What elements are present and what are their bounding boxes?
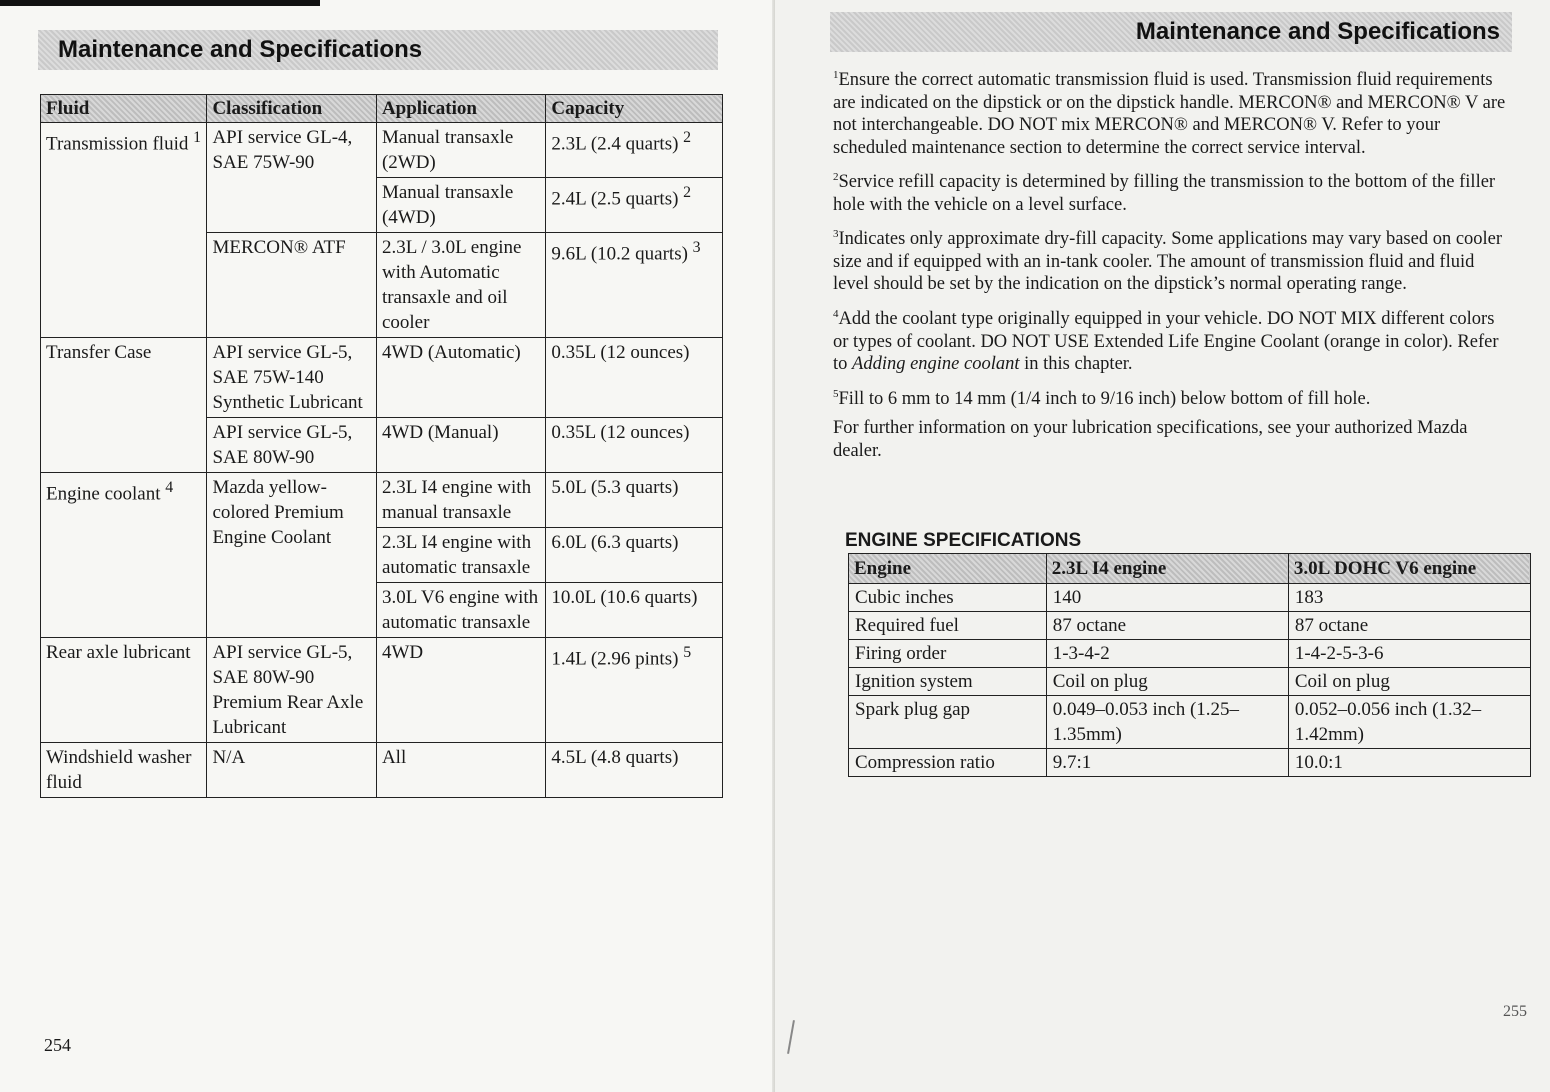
capacity-cell: 2.3L (2.4 quarts) $^2$ xyxy=(546,123,723,178)
table-header-row xyxy=(849,554,1531,584)
header-fluid: Fluid xyxy=(41,95,207,123)
spec-value: 87 octane xyxy=(1046,612,1288,640)
application-cell: 4WD xyxy=(376,638,545,743)
left-page-title: Maintenance and Specifications xyxy=(58,36,423,63)
capacity-cell: 9.6L (10.2 quarts) $^3$ xyxy=(546,233,723,338)
spec-label: Compression ratio xyxy=(849,749,1047,777)
spec-value: 10.0:1 xyxy=(1288,749,1530,777)
spec-value: 0.052–0.056 inch (1.32–1.42mm) xyxy=(1288,696,1530,749)
fluid-cell: Transmission fluid $^1$ xyxy=(41,123,207,338)
further-info-note: For further information on your lubrication specifications, see your authorized Mazda dealer. xyxy=(833,418,1468,461)
header-i4: 2.3L I4 engine xyxy=(1046,554,1288,584)
spec-label: Cubic inches xyxy=(849,584,1047,612)
spec-value: 183 xyxy=(1288,584,1530,612)
left-page-header xyxy=(38,30,718,70)
application-cell: All xyxy=(376,743,545,798)
classification-cell: API service GL-4, SAE 75W-90 xyxy=(207,123,376,233)
engine-specs-heading: ENGINE SPECIFICATIONS xyxy=(845,530,1082,551)
classification-cell: N/A xyxy=(207,743,376,798)
page-number: 254 xyxy=(44,1035,71,1055)
capacity-cell: 2.4L (2.5 quarts) $^2$ xyxy=(546,178,723,233)
classification-cell: API service GL-5, SAE 75W-140 Synthetic Lubricant xyxy=(207,338,376,418)
table-header-row xyxy=(41,95,723,123)
table-row xyxy=(41,123,723,178)
fluid-capacities-table xyxy=(40,94,723,798)
table-row xyxy=(849,584,1531,612)
table-row xyxy=(849,668,1531,696)
spec-label: Required fuel xyxy=(849,612,1047,640)
spec-label: Ignition system xyxy=(849,668,1047,696)
table-row xyxy=(849,640,1531,668)
footnote: $^1$Ensure the correct automatic transmission fluid is used. Transmission fluid requirements are indicated on the dipstick or on the dipstick handle. MERCON® and MERCON® V are not interchangeable. DO NOT mix MERCON® and MERCON® V. Refer to your scheduled maintenance section to determine the correct service interval. xyxy=(833,69,1506,158)
right-page xyxy=(775,0,1550,1092)
table-row xyxy=(41,638,723,743)
spec-label: Spark plug gap xyxy=(849,696,1047,749)
header-capacity: Capacity xyxy=(546,95,723,123)
header-engine: Engine xyxy=(849,554,1047,584)
footnotes xyxy=(833,64,1508,469)
application-cell: Manual transaxle (4WD) xyxy=(376,178,545,233)
spec-value: 140 xyxy=(1046,584,1288,612)
spec-value: Coil on plug xyxy=(1046,668,1288,696)
table-row xyxy=(849,749,1531,777)
table-row xyxy=(849,696,1531,749)
capacity-cell: 0.35L (12 ounces) xyxy=(546,338,723,418)
application-cell: Manual transaxle (2WD) xyxy=(376,123,545,178)
page-number: 255 xyxy=(1503,1003,1527,1020)
fluid-cell: Transfer Case xyxy=(41,338,207,473)
spec-value: 87 octane xyxy=(1288,612,1530,640)
capacity-cell: 10.0L (10.6 quarts) xyxy=(546,583,723,638)
footnote: $^3$Indicates only approximate dry-fill capacity. Some applications may vary based on cooler size and if equipped with an in-tank cooler. The amount of transmission fluid and fluid level should be set by the indication on the dipstick’s normal operating range. xyxy=(833,228,1503,295)
application-cell: 3.0L V6 engine with automatic transaxle xyxy=(376,583,545,638)
fluid-cell: Windshield washer fluid xyxy=(41,743,207,798)
capacity-cell: 5.0L (5.3 quarts) xyxy=(546,473,723,528)
table-row xyxy=(41,743,723,798)
header-v6: 3.0L DOHC V6 engine xyxy=(1288,554,1530,584)
spec-value: 1-4-2-5-3-6 xyxy=(1288,640,1530,668)
spec-value: 1-3-4-2 xyxy=(1046,640,1288,668)
capacity-cell: 4.5L (4.8 quarts) xyxy=(546,743,723,798)
table-row xyxy=(41,338,723,418)
classification-cell: API service GL-5, SAE 80W-90 Premium Rear Axle Lubricant xyxy=(207,638,376,743)
application-cell: 2.3L I4 engine with automatic transaxle xyxy=(376,528,545,583)
table-row xyxy=(41,473,723,528)
classification-cell: MERCON® ATF xyxy=(207,233,376,338)
footnote: $^2$Service refill capacity is determined by filling the transmission to the bottom of the filler hole with the vehicle on a level surface. xyxy=(833,171,1496,215)
fluid-cell: Rear axle lubricant xyxy=(41,638,207,743)
right-page-header xyxy=(830,12,1512,52)
page-edge-shadow xyxy=(0,0,320,6)
capacity-cell: 6.0L (6.3 quarts) xyxy=(546,528,723,583)
classification-cell: API service GL-5, SAE 80W-90 xyxy=(207,418,376,473)
header-classification: Classification xyxy=(207,95,376,123)
engine-specs-table xyxy=(848,553,1531,777)
capacity-cell: 0.35L (12 ounces) xyxy=(546,418,723,473)
header-application: Application xyxy=(376,95,545,123)
classification-cell: Mazda yellow-colored Premium Engine Coolant xyxy=(207,473,376,638)
fluid-cell: Engine coolant $^4$ xyxy=(41,473,207,638)
application-cell: 4WD (Manual) xyxy=(376,418,545,473)
application-cell: 2.3L I4 engine with manual transaxle xyxy=(376,473,545,528)
spec-value: 0.049–0.053 inch (1.25–1.35mm) xyxy=(1046,696,1288,749)
application-cell: 4WD (Automatic) xyxy=(376,338,545,418)
spec-label: Firing order xyxy=(849,640,1047,668)
application-cell: 2.3L / 3.0L engine with Automatic transaxle and oil cooler xyxy=(376,233,545,338)
table-row xyxy=(849,612,1531,640)
capacity-cell: 1.4L (2.96 pints) $^5$ xyxy=(546,638,723,743)
right-page-title: Maintenance and Specifications xyxy=(1135,18,1500,45)
spec-value: Coil on plug xyxy=(1288,668,1530,696)
footnote: $^5$Fill to 6 mm to 14 mm (1/4 inch to 9/16 inch) below bottom of fill hole. xyxy=(833,387,1371,409)
footnote: $^4$Add the coolant type originally equipped in your vehicle. DO NOT MIX different colors or types of coolant. DO NOT USE Extended Life Engine Coolant (orange in color). Refer to Adding engine coolant in this chapter. xyxy=(833,307,1499,375)
spec-value: 9.7:1 xyxy=(1046,749,1288,777)
